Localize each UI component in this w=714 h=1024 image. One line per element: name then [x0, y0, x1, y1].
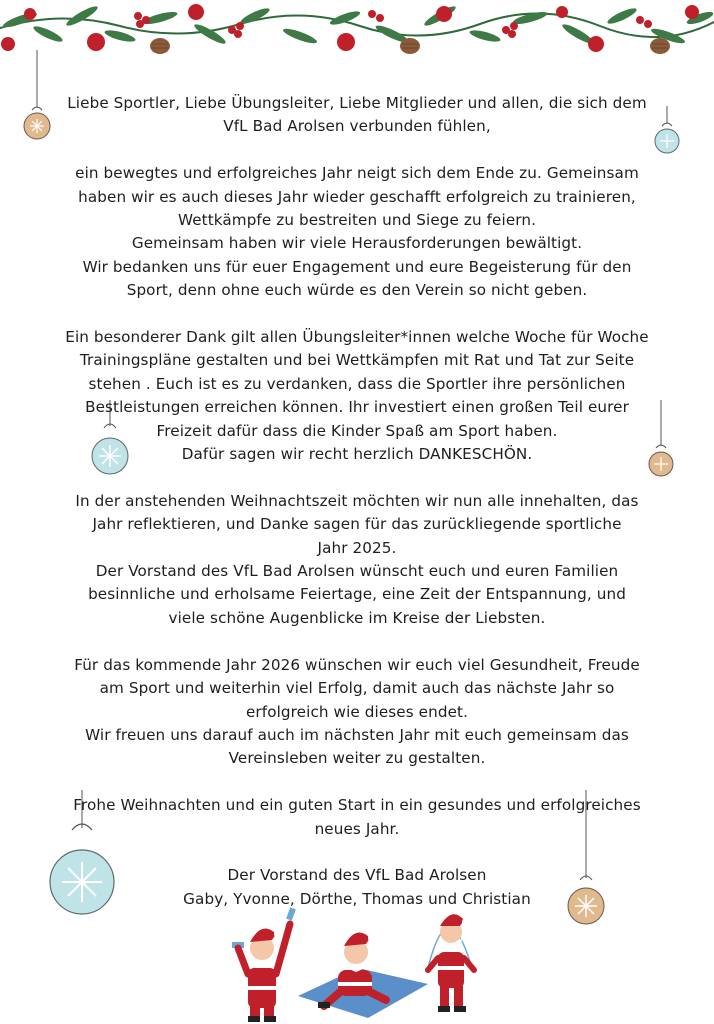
text-line: Wir freuen uns darauf auch im nächsten Jahr mit euch gemeinsam das	[85, 725, 629, 744]
text-line: In der anstehenden Weihnachtszeit möchten wir nun alle innehalten, das	[75, 491, 639, 510]
text-line: Frohe Weihnachten und ein guten Start in ein gesundes und erfolgreiches	[73, 796, 641, 815]
closing	[30, 794, 684, 841]
text-line: Dafür sagen wir recht herzlich DANKESCHÖN.	[181, 445, 533, 464]
santa-illustrations	[228, 896, 518, 1024]
paragraph-new-year	[30, 654, 684, 771]
text-line: besinnliche und erholsame Feiertage, eine Zeit der Entspannung, und	[88, 585, 626, 604]
text-line: Sport, denn ohne euch würde es den Verein so nicht geben.	[126, 281, 588, 300]
text-line: am Sport und weiterhin viel Erfolg, damit auch das nächste Jahr so	[99, 679, 615, 698]
paragraph-year-review	[30, 162, 684, 302]
text-line: Wettkämpfe zu bestreiten und Siege zu feiern.	[177, 211, 536, 230]
signature-line: Der Vorstand des VfL Bad Arolsen	[227, 866, 487, 885]
text-line: Für das kommende Jahr 2026 wünschen wir euch viel Gesundheit, Freude	[74, 655, 640, 674]
text-line: Bestleistungen erreichen können. Ihr investiert einen großen Teil eurer	[85, 398, 629, 417]
text-line: Jahr 2025.	[317, 538, 397, 557]
text-line: Wir bedanken uns für euer Engagement und eure Begeisterung für den	[82, 257, 632, 276]
text-line: stehen . Euch ist es zu verdanken, dass die Sportler ihre persönlichen	[88, 374, 626, 393]
text-line: erfolgreich wie dieses endet.	[245, 702, 468, 721]
christmas-letter	[30, 92, 684, 911]
santa-jump-rope-illustration	[428, 914, 474, 1012]
text-line: Gemeinsam haben wir viele Herausforderungen bewältigt.	[131, 234, 583, 253]
paragraph-christmas-wishes	[30, 490, 684, 630]
text-line: Trainingspläne gestalten und bei Wettkämpfen mit Rat und Tat zur Seite	[79, 351, 635, 370]
greeting-line: Liebe Sportler, Liebe Übungsleiter, Liebe Mitglieder und allen, die sich dem	[67, 94, 647, 112]
text-line: Vereinsleben weiter zu gestalten.	[228, 749, 486, 768]
text-line: ein bewegtes und erfolgreiches Jahr neigt sich dem Ende zu. Gemeinsam	[75, 164, 639, 183]
text-line: haben wir es auch dieses Jahr wieder geschafft erfolgreich zu trainieren,	[78, 187, 636, 206]
text-line: Ein besonderer Dank gilt allen Übungsleiter*innen welche Woche für Woche	[65, 328, 649, 347]
santa-yoga-mat-illustration	[298, 933, 428, 1018]
text-line: Der Vorstand des VfL Bad Arolsen wünscht euch und euren Familien	[95, 562, 619, 581]
text-line: Jahr reflektieren, und Danke sagen für das zurückliegende sportliche	[92, 515, 622, 534]
signature-line: Gaby, Yvonne, Dörthe, Thomas und Christian	[183, 889, 531, 908]
text-line: Freizeit dafür dass die Kinder Spaß am Sport haben.	[156, 421, 558, 440]
paragraph-thanks-coaches	[30, 326, 684, 466]
greeting-line: VfL Bad Arolsen verbunden fühlen,	[223, 117, 491, 136]
greeting	[30, 92, 684, 139]
text-line: viele schöne Augenblicke im Kreise der Liebsten.	[168, 608, 546, 627]
santa-dumbbell-illustration	[232, 907, 296, 1022]
text-line: neues Jahr.	[314, 819, 400, 838]
christmas-garland	[0, 0, 714, 64]
